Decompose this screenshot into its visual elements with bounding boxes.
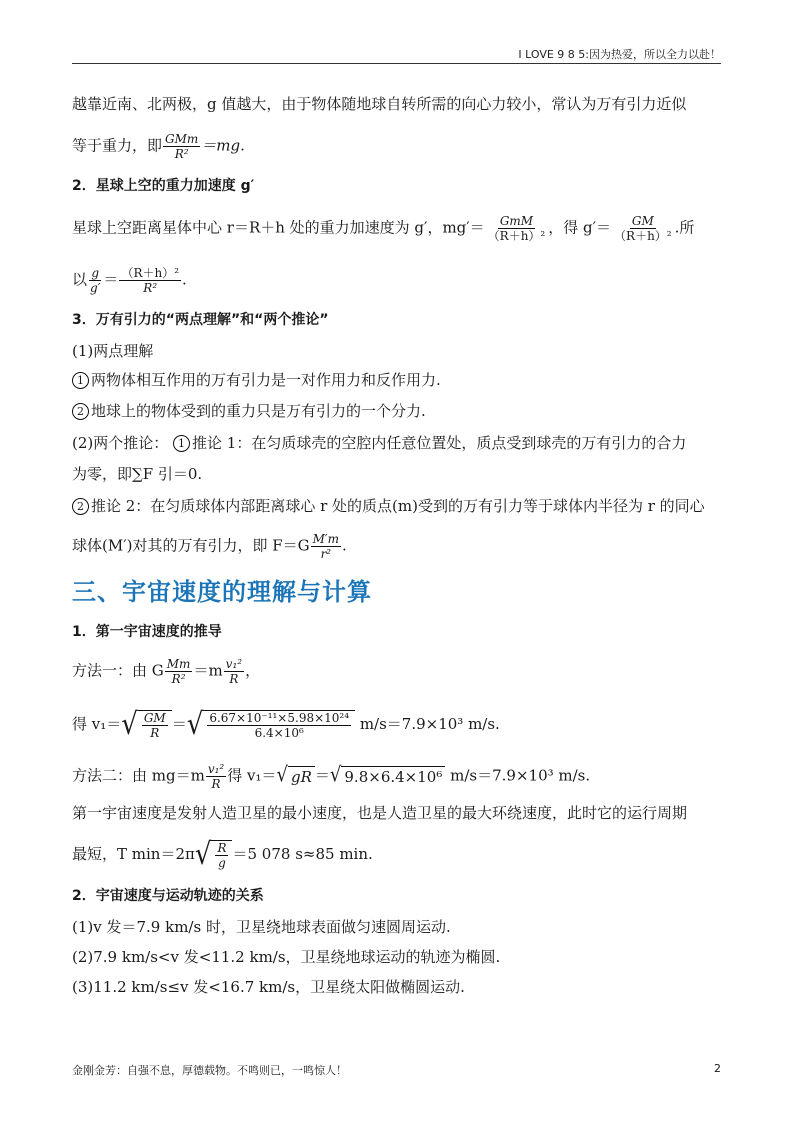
fraction	[88, 266, 102, 295]
numerator: GM	[631, 214, 654, 228]
numerator: v₁²	[225, 657, 243, 671]
square-root: √ $\frac{GM}{R}$	[121, 710, 171, 740]
text: ，	[245, 661, 261, 680]
text: 以	[72, 270, 88, 289]
denominator: 6.4×10⁶	[254, 726, 304, 740]
section-heading: 2．星球上空的重力加速度 g′	[72, 178, 255, 194]
square-root: √ $\frac{R}{g}$	[195, 840, 233, 870]
denominator: （R＋h）²	[487, 229, 546, 243]
text: ＝	[103, 270, 119, 289]
numerator: 6.67×10⁻¹¹×5.98×10²⁴	[209, 711, 350, 725]
numerator: v₁²	[207, 762, 225, 776]
text: .	[342, 536, 347, 555]
numerator: GMm	[165, 132, 199, 146]
para-line-formula	[72, 132, 245, 161]
para-line-formula	[72, 214, 694, 243]
section-heading: 1．第一宇宙速度的推导	[72, 624, 222, 640]
list-item	[72, 433, 686, 453]
denominator: r²	[320, 547, 332, 561]
para-line-formula	[72, 266, 187, 295]
fraction	[311, 532, 341, 561]
fraction	[207, 711, 351, 740]
fraction	[215, 841, 228, 870]
chapter-heading: 三、宇宙速度的理解与计算	[72, 578, 372, 606]
text: (2)两个推论：	[72, 434, 169, 452]
list-item: (2)7.9 km/s<v 发<11.2 km/s，卫星绕地球运动的轨迹为椭圆.	[72, 948, 501, 966]
list-item	[72, 401, 426, 421]
radicand: gR	[288, 766, 315, 787]
para-line: 为零，即∑F 引＝0.	[72, 465, 203, 483]
denominator: R²	[143, 281, 158, 295]
list-item: (3)11.2 km/s≤v 发<16.7 km/s，卫星绕太阳做椭圆运动.	[72, 978, 465, 996]
para-line-formula	[72, 657, 260, 686]
fraction	[224, 657, 244, 686]
list-item	[72, 496, 705, 516]
text: 球体(M′)对其的万有引力，即 F＝G	[72, 536, 310, 555]
section-heading: 3．万有引力的“两点理解”和“两个推论”	[72, 312, 329, 328]
text: .所	[674, 218, 695, 237]
para-line-formula	[72, 837, 373, 873]
text: ＝m	[193, 661, 223, 680]
text: ＝5 078 s≈85 min.	[232, 845, 373, 863]
numerator: M′m	[312, 532, 340, 546]
text: ，得 g′＝	[548, 218, 612, 237]
denominator: R²	[174, 147, 189, 161]
text: 推论 1：在匀质球壳的空腔内任意位置处，质点受到球壳的万有引力的合力	[192, 434, 687, 452]
list-item: (1)v 发＝7.9 km/s 时，卫星绕地球表面做匀速圆周运动.	[72, 918, 451, 936]
para-line-formula	[72, 532, 347, 561]
fraction	[165, 657, 193, 686]
denominator: R	[150, 726, 160, 740]
text: m/s＝7.9×10³ m/s.	[359, 715, 500, 733]
text: 方法二：由 mg＝m	[72, 766, 205, 785]
denominator: R²	[171, 672, 186, 686]
page-number: 2	[714, 1062, 721, 1075]
denominator: （R＋h）²	[614, 229, 672, 243]
text: ＝	[314, 766, 330, 785]
fraction	[486, 214, 548, 243]
section-heading: 2．宇宙速度与运动轨迹的关系	[72, 888, 264, 904]
fraction	[142, 711, 168, 740]
fraction	[206, 762, 226, 791]
text: 得 v₁＝	[227, 766, 277, 785]
footer-motto: 金刚金芳：自强不息，厚德载物。不鸣则已，一鸣惊人！	[72, 1064, 347, 1077]
square-root: √ $\frac{\text{6.67×10⁻¹¹×5.98×10²⁴}}{\text{6.4×10⁶}}$	[187, 710, 355, 740]
radicand: 9.8×6.4×10⁶	[341, 766, 445, 787]
para-line-formula	[72, 762, 590, 791]
text: 得 v₁＝	[72, 715, 122, 733]
text: m/s＝7.9×10³ m/s.	[450, 766, 591, 785]
text: 等于重力，即	[72, 136, 163, 155]
numerator: GM	[143, 711, 166, 725]
text: 方法一：由 G	[72, 661, 164, 680]
text: 星球上空距离星体中心 r＝R＋h 处的重力加速度为 g′，mg′＝	[72, 218, 485, 237]
numerator: （R＋h）²	[121, 266, 180, 280]
circled-number: 2	[72, 498, 89, 515]
circled-number: 1	[173, 435, 190, 452]
text: ＝	[171, 715, 187, 733]
denominator: g	[218, 856, 226, 870]
numerator: Mm	[166, 657, 191, 671]
denominator: R	[211, 777, 221, 791]
square-root: √ 9.8×6.4×10⁶	[330, 766, 445, 787]
header-divider	[72, 63, 721, 64]
numerator: R	[217, 841, 227, 855]
circled-number: 2	[72, 403, 89, 420]
text: .	[182, 270, 187, 289]
para-line: 第一宇宙速度是发射人造卫星的最小速度，也是人造卫星的最大环绕速度，此时它的运行周期	[72, 804, 688, 822]
numerator: g	[91, 266, 100, 280]
text: 两物体相互作用的万有引力是一对作用力和反作用力.	[91, 371, 441, 389]
list-item	[72, 370, 441, 390]
para-line-formula	[72, 707, 500, 743]
fraction	[612, 214, 674, 243]
denominator: R	[229, 672, 239, 686]
text: 地球上的物体受到的重力只是万有引力的一个分力.	[91, 402, 426, 420]
text: 最短，T min＝2π	[72, 845, 195, 863]
numerator: GmM	[499, 214, 534, 228]
para-line: 越靠近南、北两极，g 值越大，由于物体随地球自转所需的向心力较小，常认为万有引力近似	[72, 95, 687, 113]
square-root: √ gR	[277, 766, 315, 787]
circled-number: 1	[72, 372, 89, 389]
text: ＝mg.	[201, 136, 245, 155]
fraction	[163, 132, 200, 161]
page-header: I LOVE 9 8 5:因为热爱，所以全力以赴！	[518, 48, 721, 61]
denominator: g′	[90, 281, 101, 295]
para-line: (1)两点理解	[72, 342, 154, 360]
text: 推论 2：在匀质球体内部距离球心 r 处的质点(m)受到的万有引力等于球体内半径为 r 的同心	[91, 497, 705, 515]
fraction	[119, 266, 181, 295]
